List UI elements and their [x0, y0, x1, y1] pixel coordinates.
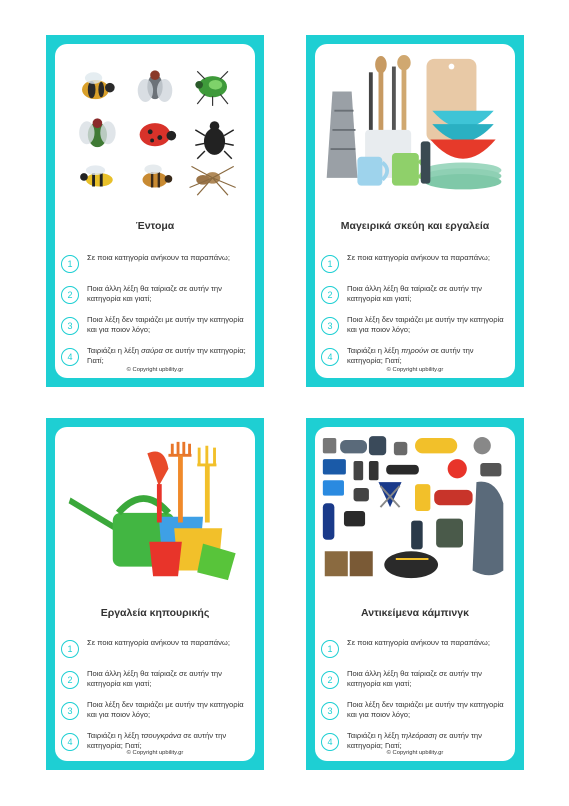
question-list — [321, 253, 511, 377]
question-item — [61, 284, 251, 315]
question-number: 2 — [61, 671, 79, 689]
question-text: Σε ποια κατηγορία ανήκουν τα παραπάνω; — [347, 638, 490, 647]
question-text: Ποια άλλη λέξη θα ταίριαζε σε αυτήν την κατηγορία και γιατί; — [87, 284, 222, 303]
question-number: 1 — [321, 640, 339, 658]
question-text: Ποια άλλη λέξη θα ταίριαζε σε αυτήν την κατηγορία και γιατί; — [347, 284, 482, 303]
question-list — [61, 638, 251, 761]
question-number: 3 — [321, 702, 339, 720]
question-list — [321, 638, 511, 761]
question-text: Ταιριάζει η λέξη σαύρα σε αυτήν την κατηγορία; Γιατί; — [87, 346, 246, 365]
card-title: Αντικείμενα κάμπινγκ — [361, 607, 469, 619]
question-number: 2 — [321, 286, 339, 304]
question-item — [61, 731, 251, 761]
question-number: 1 — [61, 640, 79, 658]
camping-items-image — [319, 433, 511, 588]
kitchenware-image — [319, 50, 511, 205]
question-item — [61, 315, 251, 346]
question-number: 3 — [61, 317, 79, 335]
copyright-text: © Copyright upbility.gr — [386, 750, 444, 756]
question-number: 2 — [321, 671, 339, 689]
question-text: Σε ποια κατηγορία ανήκουν τα παραπάνω; — [87, 253, 230, 262]
card-title: Εργαλεία κηπουρικής — [100, 607, 210, 619]
question-text: Ταιριάζει η λέξη πηρούνι σε αυτήν την κατηγορία; Γιατί; — [347, 346, 474, 365]
question-number: 4 — [61, 733, 79, 751]
insects-image — [59, 50, 251, 205]
question-list — [61, 253, 251, 377]
question-item — [321, 700, 511, 731]
question-text: Ποια άλλη λέξη θα ταίριαζε σε αυτήν την κατηγορία και γιατί; — [347, 669, 482, 688]
question-item — [321, 253, 511, 284]
card-kitchenware — [306, 35, 524, 387]
question-number: 4 — [61, 348, 79, 366]
question-text: Σε ποια κατηγορία ανήκουν τα παραπάνω; — [347, 253, 490, 262]
copyright-text: © Copyright upbility.gr — [126, 750, 184, 756]
card-inner — [315, 44, 515, 378]
question-item — [61, 700, 251, 731]
question-item — [321, 284, 511, 315]
question-number: 1 — [61, 255, 79, 273]
question-number: 2 — [61, 286, 79, 304]
question-text: Ποια άλλη λέξη θα ταίριαζε σε αυτήν την κατηγορία και γιατί; — [87, 669, 222, 688]
card-title: Έντομα — [135, 220, 175, 232]
question-item — [321, 638, 511, 669]
question-item — [321, 731, 511, 761]
question-item — [61, 253, 251, 284]
question-item — [61, 669, 251, 700]
question-text: Ταιριάζει η λέξη τσουγκράνα σε αυτήν την κατηγορία; Γιατί; — [87, 731, 227, 750]
card-inner — [55, 427, 255, 761]
question-text: Ποια λέξη δεν ταιριάζει με αυτήν την κατηγορία και για ποιον λόγο; — [87, 315, 244, 334]
card-title: Μαγειρικά σκεύη και εργαλεία — [340, 220, 490, 232]
copyright-text: © Copyright upbility.gr — [126, 367, 184, 373]
card-insects — [46, 35, 264, 387]
card-inner — [315, 427, 515, 761]
question-number: 1 — [321, 255, 339, 273]
question-number: 3 — [321, 317, 339, 335]
question-item — [321, 669, 511, 700]
question-text: Ταιριάζει η λέξη τηλεόραση σε αυτήν την κατηγορία; Γιατί; — [347, 731, 482, 750]
question-text: Ποια λέξη δεν ταιριάζει με αυτήν την κατηγορία και για ποιον λόγο; — [347, 315, 504, 334]
card-camping-items — [306, 418, 524, 770]
gardening-tools-image — [59, 433, 251, 588]
question-item — [61, 638, 251, 669]
question-number: 4 — [321, 348, 339, 366]
question-text: Ποια λέξη δεν ταιριάζει με αυτήν την κατηγορία και για ποιον λόγο; — [87, 700, 244, 719]
question-item — [321, 315, 511, 346]
question-number: 3 — [61, 702, 79, 720]
card-gardening-tools — [46, 418, 264, 770]
card-inner — [55, 44, 255, 378]
copyright-text: © Copyright upbility.gr — [386, 367, 444, 373]
question-text: Σε ποια κατηγορία ανήκουν τα παραπάνω; — [87, 638, 230, 647]
question-text: Ποια λέξη δεν ταιριάζει με αυτήν την κατηγορία και για ποιον λόγο; — [347, 700, 504, 719]
question-number: 4 — [321, 733, 339, 751]
